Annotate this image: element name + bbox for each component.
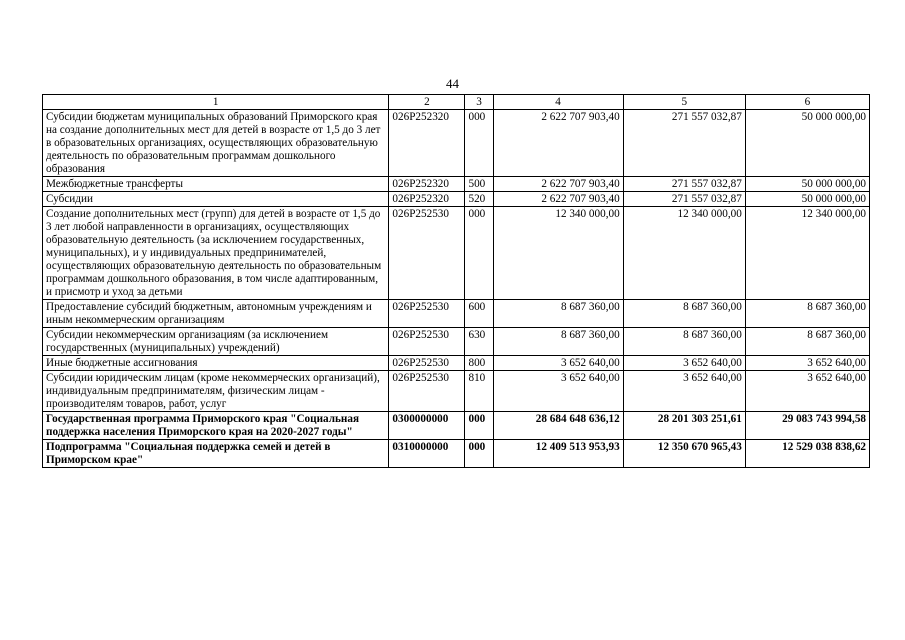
table-row <box>43 192 870 207</box>
row-amount-year-2: 271 557 032,87 <box>623 177 745 192</box>
row-amount-year-3: 12 529 038 838,62 <box>745 440 869 468</box>
row-amount-year-1: 12 409 513 953,93 <box>493 440 623 468</box>
row-target-code: 026Р252530 <box>389 356 465 371</box>
row-amount-year-2: 8 687 360,00 <box>623 328 745 356</box>
row-name: Субсидии юридическим лицам (кроме некоммерческих организаций), индивидуальным предпринимателям, физическим лицам - производителям товаров, работ, услуг <box>43 371 389 412</box>
table-row <box>43 356 870 371</box>
row-target-code: 026Р252320 <box>389 110 465 177</box>
row-amount-year-2: 28 201 303 251,61 <box>623 412 745 440</box>
page-number: 44 <box>446 76 459 91</box>
row-amount-year-2: 271 557 032,87 <box>623 192 745 207</box>
row-expense-type: 000 <box>465 110 493 177</box>
row-amount-year-3: 50 000 000,00 <box>745 110 869 177</box>
row-name: Иные бюджетные ассигнования <box>43 356 389 371</box>
row-amount-year-1: 28 684 648 636,12 <box>493 412 623 440</box>
row-amount-year-2: 3 652 640,00 <box>623 356 745 371</box>
row-amount-year-2: 271 557 032,87 <box>623 110 745 177</box>
table-row <box>43 300 870 328</box>
row-expense-type: 520 <box>465 192 493 207</box>
budget-table <box>42 94 870 468</box>
row-expense-type: 600 <box>465 300 493 328</box>
row-amount-year-1: 12 340 000,00 <box>493 207 623 300</box>
row-expense-type: 800 <box>465 356 493 371</box>
row-name: Подпрограмма "Социальная поддержка семей и детей в Приморском крае" <box>43 440 389 468</box>
row-amount-year-3: 12 340 000,00 <box>745 207 869 300</box>
row-expense-type: 630 <box>465 328 493 356</box>
row-amount-year-2: 8 687 360,00 <box>623 300 745 328</box>
row-target-code: 0300000000 <box>389 412 465 440</box>
row-amount-year-2: 12 350 670 965,43 <box>623 440 745 468</box>
table-row <box>43 328 870 356</box>
row-amount-year-3: 3 652 640,00 <box>745 371 869 412</box>
row-amount-year-1: 2 622 707 903,40 <box>493 177 623 192</box>
column-header-year-2: 5 <box>623 95 745 110</box>
table-row <box>43 440 870 468</box>
row-name: Предоставление субсидий бюджетным, автономным учреждениям и иным некоммерческим организациям <box>43 300 389 328</box>
table-row <box>43 207 870 300</box>
row-amount-year-3: 8 687 360,00 <box>745 328 869 356</box>
row-amount-year-2: 3 652 640,00 <box>623 371 745 412</box>
table-row <box>43 110 870 177</box>
table-row <box>43 371 870 412</box>
row-name: Субсидии некоммерческим организациям (за исключением государственных (муниципальных) учреждений) <box>43 328 389 356</box>
row-name: Государственная программа Приморского края "Социальная поддержка населения Приморского края на 2020-2027 годы" <box>43 412 389 440</box>
row-amount-year-3: 8 687 360,00 <box>745 300 869 328</box>
row-amount-year-3: 3 652 640,00 <box>745 356 869 371</box>
row-target-code: 026Р252320 <box>389 177 465 192</box>
row-amount-year-1: 8 687 360,00 <box>493 328 623 356</box>
row-expense-type: 500 <box>465 177 493 192</box>
row-amount-year-1: 8 687 360,00 <box>493 300 623 328</box>
row-amount-year-2: 12 340 000,00 <box>623 207 745 300</box>
column-header-year-3: 6 <box>745 95 869 110</box>
table-header-row <box>43 95 870 110</box>
row-name: Межбюджетные трансферты <box>43 177 389 192</box>
row-target-code: 026Р252530 <box>389 328 465 356</box>
row-target-code: 026Р252530 <box>389 207 465 300</box>
row-target-code: 026Р252530 <box>389 371 465 412</box>
table-row <box>43 412 870 440</box>
row-expense-type: 810 <box>465 371 493 412</box>
column-header-expense-type: 3 <box>465 95 493 110</box>
row-amount-year-3: 50 000 000,00 <box>745 192 869 207</box>
row-expense-type: 000 <box>465 207 493 300</box>
row-amount-year-3: 50 000 000,00 <box>745 177 869 192</box>
column-header-name: 1 <box>43 95 389 110</box>
column-header-target-code: 2 <box>389 95 465 110</box>
row-amount-year-1: 2 622 707 903,40 <box>493 110 623 177</box>
row-amount-year-1: 3 652 640,00 <box>493 356 623 371</box>
table-row <box>43 177 870 192</box>
row-name: Создание дополнительных мест (групп) для детей в возрасте от 1,5 до 3 лет любой направленности в организациях, осуществляющих образовательную деятельность (за исключением государственных, муниципальных), и у индивидуальных предпринимателей, осуществляющих образовательную деятельность по образовательным программам дошкольного образования, в том числе адаптированным, и присмотр и уход за детьми <box>43 207 389 300</box>
row-target-code: 0310000000 <box>389 440 465 468</box>
row-amount-year-3: 29 083 743 994,58 <box>745 412 869 440</box>
row-name: Субсидии <box>43 192 389 207</box>
row-name: Субсидии бюджетам муниципальных образований Приморского края на создание дополнительных мест для детей в возрасте от 1,5 до 3 лет в образовательных организациях, осуществляющих образовательную деятельность по образовательным программам дошкольного образования <box>43 110 389 177</box>
row-expense-type: 000 <box>465 412 493 440</box>
row-target-code: 026Р252530 <box>389 300 465 328</box>
row-expense-type: 000 <box>465 440 493 468</box>
row-amount-year-1: 3 652 640,00 <box>493 371 623 412</box>
row-target-code: 026Р252320 <box>389 192 465 207</box>
column-header-year-1: 4 <box>493 95 623 110</box>
row-amount-year-1: 2 622 707 903,40 <box>493 192 623 207</box>
